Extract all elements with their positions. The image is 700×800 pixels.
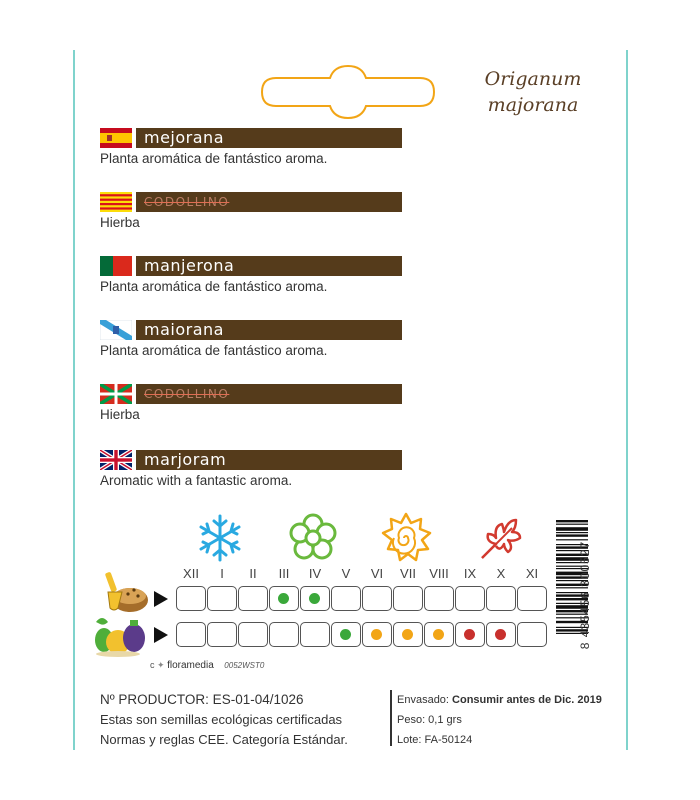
activity-dot xyxy=(371,629,382,640)
language-row-pt xyxy=(100,256,520,300)
plant-description: Planta aromática de fantástico aroma. xyxy=(100,151,328,166)
month-box xyxy=(238,622,268,647)
common-name: CODOLLINO xyxy=(144,387,230,401)
month-box xyxy=(300,586,330,611)
species-line2: majorana xyxy=(487,94,579,116)
producer-number: Nº PRODUCTOR: ES-01-04/1026 xyxy=(100,692,304,707)
language-row-gl xyxy=(100,320,520,364)
month-label: X xyxy=(496,566,506,581)
month-label: IX xyxy=(463,566,477,581)
activity-dot xyxy=(340,629,351,640)
flower-icon xyxy=(287,512,339,564)
galicia-flag-icon xyxy=(100,320,132,340)
basque-flag-icon xyxy=(100,384,132,404)
sowing-arrow-icon xyxy=(154,591,168,607)
copyright-mark: c xyxy=(150,660,155,670)
month-box xyxy=(207,622,237,647)
month-box xyxy=(486,586,516,611)
month-box xyxy=(393,586,423,611)
month-box xyxy=(517,586,547,611)
month-box xyxy=(176,586,206,611)
species-name xyxy=(468,66,598,118)
name-bar xyxy=(136,128,402,148)
label-frame xyxy=(248,64,448,120)
harvest-icon xyxy=(90,612,154,658)
spain-flag-icon xyxy=(100,128,132,148)
month-box xyxy=(176,622,206,647)
month-label: XII xyxy=(183,566,199,581)
common-name: marjoram xyxy=(144,450,227,469)
month-box xyxy=(455,586,485,611)
month-label: VII xyxy=(400,566,416,581)
common-name: manjerona xyxy=(144,256,235,275)
month-box xyxy=(455,622,485,647)
common-name: maiorana xyxy=(144,320,224,339)
month-box xyxy=(331,622,361,647)
catalonia-flag-icon xyxy=(100,192,132,212)
activity-dot xyxy=(402,629,413,640)
left-border-line xyxy=(73,50,75,750)
brand-name: floramedia xyxy=(167,660,214,671)
sun-icon xyxy=(380,512,432,564)
portugal-flag-icon xyxy=(100,256,132,276)
packaging-date xyxy=(397,694,602,706)
month-label: II xyxy=(249,566,257,581)
plant-description: Hierba xyxy=(100,407,140,422)
month-label: IV xyxy=(308,566,322,581)
language-row-es xyxy=(100,128,520,172)
month-box xyxy=(269,586,299,611)
standards-category: Normas y reglas CEE. Categoría Estándar. xyxy=(100,732,348,747)
month-label: VIII xyxy=(429,566,449,581)
month-box xyxy=(517,622,547,647)
name-bar xyxy=(136,256,402,276)
common-name: CODOLLINO xyxy=(144,195,230,209)
activity-dot xyxy=(464,629,475,640)
month-box xyxy=(393,622,423,647)
best-before: Consumir antes de Dic. 2019 xyxy=(452,694,602,706)
species-line1: Origanum xyxy=(484,68,582,90)
activity-dot xyxy=(278,593,289,604)
month-box xyxy=(362,622,392,647)
month-label: V xyxy=(341,566,351,581)
month-box xyxy=(269,622,299,647)
plant-description: Planta aromática de fantástico aroma. xyxy=(100,343,328,358)
month-box xyxy=(300,622,330,647)
month-box xyxy=(362,586,392,611)
month-label: VI xyxy=(370,566,384,581)
plant-description: Hierba xyxy=(100,215,140,230)
harvest-arrow-icon xyxy=(154,627,168,643)
product-reference: 0052WST0 xyxy=(224,661,265,670)
plant-description: Planta aromática de fantástico aroma. xyxy=(100,279,328,294)
batch-number: Lote: FA-50124 xyxy=(397,734,473,746)
leaf-icon xyxy=(474,512,526,564)
common-name: mejorana xyxy=(144,128,224,147)
sowing-icon xyxy=(98,570,150,616)
name-bar xyxy=(136,384,402,404)
month-box xyxy=(207,586,237,611)
name-bar xyxy=(136,320,402,340)
activity-dot xyxy=(495,629,506,640)
seed-weight: Peso: 0,1 grs xyxy=(397,714,462,726)
month-box xyxy=(238,586,268,611)
envasado-label: Envasado: xyxy=(397,694,449,706)
name-bar xyxy=(136,192,402,212)
month-label: I xyxy=(220,566,224,581)
month-box xyxy=(331,586,361,611)
month-label: XI xyxy=(525,566,539,581)
credit-line xyxy=(150,660,264,671)
divider xyxy=(390,690,392,746)
month-box xyxy=(424,586,454,611)
plant-description: Aromatic with a fantastic aroma. xyxy=(100,473,293,488)
barcode-number: 8 435456 300527 xyxy=(578,540,592,650)
language-row-ca xyxy=(100,192,520,236)
uk-flag-icon xyxy=(100,450,132,470)
floramedia-logo-icon: ✦ xyxy=(157,660,165,670)
activity-dot xyxy=(433,629,444,640)
right-border-line xyxy=(626,50,628,750)
month-box xyxy=(424,622,454,647)
language-row-eu xyxy=(100,384,520,428)
activity-dot xyxy=(309,593,320,604)
barcode xyxy=(556,520,604,670)
snowflake-icon xyxy=(194,512,246,564)
organic-certification: Estas son semillas ecológicas certificadas xyxy=(100,712,343,727)
month-box xyxy=(486,622,516,647)
name-bar xyxy=(136,450,402,470)
language-row-en xyxy=(100,450,520,494)
month-label: III xyxy=(278,566,290,581)
